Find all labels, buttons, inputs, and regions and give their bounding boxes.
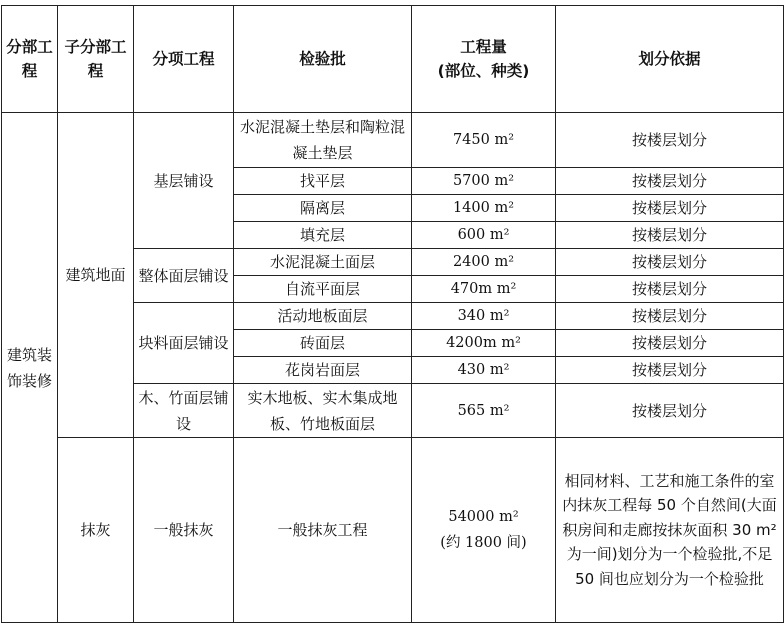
lot-cell: 活动地板面层 <box>234 303 412 330</box>
quantity-cell: 565 m² <box>412 384 556 438</box>
basis-cell: 按楼层划分 <box>556 168 784 195</box>
plaster-room-count: (约 1800 间) <box>440 535 527 551</box>
basis-cell: 按楼层划分 <box>556 357 784 384</box>
lot-cell: 砖面层 <box>234 330 412 357</box>
header-item: 分项工程 <box>134 6 234 113</box>
basis-cell: 按楼层划分 <box>556 276 784 303</box>
quantity-cell: 340 m² <box>412 303 556 330</box>
basis-cell: 按楼层划分 <box>556 113 784 168</box>
lot-cell: 填充层 <box>234 222 412 249</box>
basis-cell: 按楼层划分 <box>556 195 784 222</box>
quantity-cell: 7450 m² <box>412 113 556 168</box>
plaster-quantity: 54000 m² <box>448 509 519 525</box>
basis-cell: 按楼层划分 <box>556 222 784 249</box>
header-quantity-line2: (部位、种类) <box>437 62 530 80</box>
quantity-cell: 4200m m² <box>412 330 556 357</box>
header-quantity <box>412 6 556 113</box>
item-general-plaster: 一般抹灰 <box>134 438 234 623</box>
item-integral: 整体面层铺设 <box>134 249 234 303</box>
inspection-lot-table <box>1 5 784 623</box>
lot-cell: 自流平面层 <box>234 276 412 303</box>
item-block: 块料面层铺设 <box>134 303 234 384</box>
quantity-cell <box>412 438 556 623</box>
lot-cell: 找平层 <box>234 168 412 195</box>
header-division: 分部工程 <box>2 6 58 113</box>
quantity-cell: 5700 m² <box>412 168 556 195</box>
header-inspection-lot: 检验批 <box>234 6 412 113</box>
basis-cell: 按楼层划分 <box>556 330 784 357</box>
quantity-cell: 430 m² <box>412 357 556 384</box>
header-row <box>2 6 784 113</box>
lot-cell: 隔离层 <box>234 195 412 222</box>
lot-cell: 花岗岩面层 <box>234 357 412 384</box>
header-quantity-line1: 工程量 <box>460 38 507 56</box>
subdivision-plaster: 抹灰 <box>58 438 134 623</box>
item-base: 基层铺设 <box>134 113 234 249</box>
table-row <box>2 113 784 168</box>
lot-cell: 实木地板、实木集成地板、竹地板面层 <box>234 384 412 438</box>
header-subdivision: 子分部工程 <box>58 6 134 113</box>
lot-cell: 水泥混凝土面层 <box>234 249 412 276</box>
quantity-cell: 600 m² <box>412 222 556 249</box>
header-basis: 划分依据 <box>556 6 784 113</box>
plaster-basis-note: 相同材料、工艺和施工条件的室内抹灰工程每 50 个自然间(大面积房间和走廊按抹灰面积 30 m²为一间)划分为一个检验批,不足 50 间也应划分为一个检验批 <box>556 438 784 623</box>
lot-cell: 水泥混凝土垫层和陶粒混凝土垫层 <box>234 113 412 168</box>
quantity-cell: 1400 m² <box>412 195 556 222</box>
basis-cell: 按楼层划分 <box>556 384 784 438</box>
basis-cell: 按楼层划分 <box>556 249 784 276</box>
item-wood: 木、竹面层铺设 <box>134 384 234 438</box>
basis-cell: 按楼层划分 <box>556 303 784 330</box>
division-cell: 建筑装饰装修 <box>2 113 58 623</box>
subdivision-floor: 建筑地面 <box>58 113 134 438</box>
quantity-cell: 470m m² <box>412 276 556 303</box>
lot-cell: 一般抹灰工程 <box>234 438 412 623</box>
table-row <box>2 438 784 623</box>
quantity-cell: 2400 m² <box>412 249 556 276</box>
